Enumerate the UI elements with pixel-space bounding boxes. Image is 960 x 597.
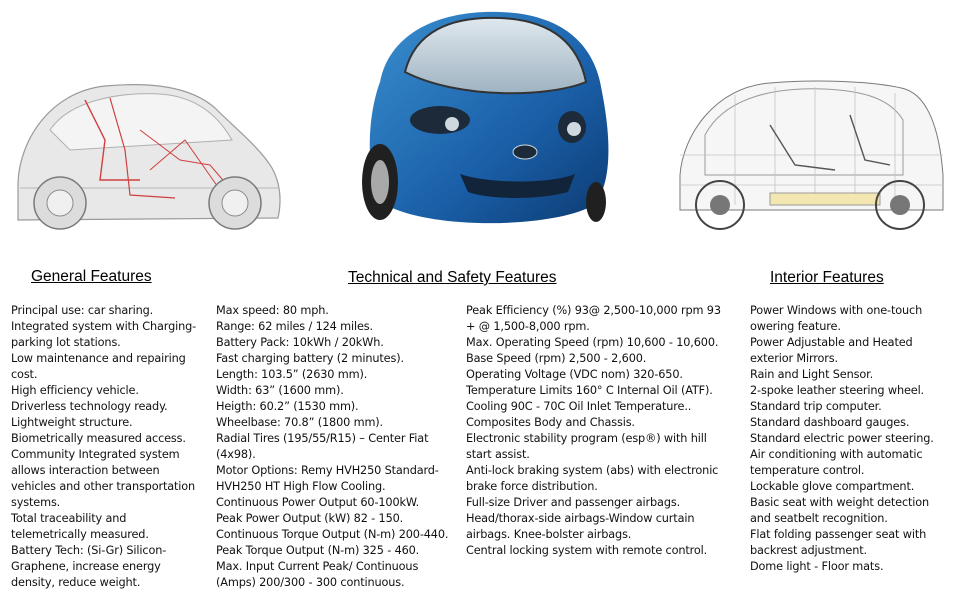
general-feature-item: Biometrically measured access. [11, 432, 186, 445]
interior-feature-item: Power Windows with one-touch owering feature. [750, 304, 923, 333]
technical-feature-item: Max speed: 80 mph. [216, 304, 329, 317]
interior-feature-item: Dome light - Floor mats. [750, 560, 884, 573]
technical-feature-item: Battery Pack: 10kWh / 20kWh. [216, 336, 384, 349]
technical-feature-item: Electronic stability program (esp®) with hill start assist. [466, 432, 707, 461]
technical-feature-item: Length: 103.5” (2630 mm). [216, 368, 368, 381]
technical-feature-item: Fast charging battery (2 minutes). [216, 352, 404, 365]
car-wireframe-image [675, 75, 950, 240]
interior-feature-item: Basic seat with weight detection and seatbelt recognition. [750, 496, 930, 525]
general-features-list [11, 303, 203, 591]
technical-feature-item: Width: 63” (1600 mm). [216, 384, 344, 397]
interior-feature-item: Standard electric power steering. [750, 432, 934, 445]
interior-feature-item: Lockable glove compartment. [750, 480, 915, 493]
technical-feature-item: Head/thorax-side airbags-Window curtain airbags. Knee-bolster airbags. [466, 512, 695, 541]
interior-features-heading: Interior Features [770, 269, 884, 286]
technical-feature-item: Max. Operating Speed (rpm) 10,600 - 10,600. [466, 336, 719, 349]
technical-feature-item: Cooling 90C - 70C Oil Inlet Temperature.. [466, 400, 692, 413]
technical-feature-item: Composites Body and Chassis. [466, 416, 635, 429]
technical-feature-item: Max. Input Current Peak/ Continuous (Amps) 200/300 - 300 continuous. [216, 560, 419, 589]
general-feature-item: Battery Tech: (Si-Gr) Silicon-Graphene, increase energy density, reduce weight. [11, 544, 167, 589]
technical-feature-item: Base Speed (rpm) 2,500 - 2,600. [466, 352, 647, 365]
technical-features-list-2 [466, 303, 728, 559]
technical-feature-item: Central locking system with remote control. [466, 544, 708, 557]
technical-feature-item: Continuous Power Output 60-100kW. [216, 496, 420, 509]
general-feature-item: Total traceability and telemetrically measured. [11, 512, 149, 541]
technical-feature-item: Wheelbase: 70.8” (1800 mm). [216, 416, 383, 429]
interior-features-list [750, 303, 950, 575]
technical-feature-item: Continuous Torque Output (N-m) 200-440. [216, 528, 449, 541]
general-feature-item: Integrated system with Charging-parking lot stations. [11, 320, 197, 349]
technical-safety-features-heading: Technical and Safety Features [348, 269, 557, 286]
car-side-clay-image [10, 70, 285, 245]
interior-feature-item: Flat folding passenger seat with backrest adjustment. [750, 528, 927, 557]
interior-feature-item: Standard dashboard gauges. [750, 416, 910, 429]
general-feature-item: Low maintenance and repairing cost. [11, 352, 186, 381]
technical-feature-item: Temperature Limits 160° C Internal Oil (ATF). [466, 384, 713, 397]
interior-feature-item: 2-spoke leather steering wheel. [750, 384, 924, 397]
general-feature-item: High efficiency vehicle. [11, 384, 139, 397]
general-features-heading: General Features [31, 268, 152, 285]
technical-feature-item: Peak Power Output (kW) 82 - 150. [216, 512, 404, 525]
technical-feature-item: Radial Tires (195/55/R15) – Center Fiat (4x98). [216, 432, 429, 461]
technical-feature-item: Motor Options: Remy HVH250 Standard-HVH250 HT High Flow Cooling. [216, 464, 439, 493]
general-feature-item: Lightweight structure. [11, 416, 133, 429]
technical-feature-item: Anti-lock braking system (abs) with electronic brake force distribution. [466, 464, 719, 493]
technical-feature-item: Range: 62 miles / 124 miles. [216, 320, 373, 333]
technical-features-list-1 [216, 303, 456, 591]
interior-feature-item: Standard trip computer. [750, 400, 882, 413]
blue-car-front-image [350, 2, 620, 242]
interior-feature-item: Rain and Light Sensor. [750, 368, 874, 381]
technical-feature-item: Peak Torque Output (N-m) 325 - 460. [216, 544, 420, 557]
general-feature-item: Community Integrated system allows interaction between vehicles and other transportation systems. [11, 448, 196, 509]
technical-feature-item: Peak Efficiency (%) 93@ 2,500-10,000 rpm 93 + @ 1,500-8,000 rpm. [466, 304, 721, 333]
technical-feature-item: Heigth: 60.2” (1530 mm). [216, 400, 359, 413]
interior-feature-item: Power Adjustable and Heated exterior Mirrors. [750, 336, 913, 365]
technical-feature-item: Operating Voltage (VDC nom) 320-650. [466, 368, 683, 381]
technical-feature-item: Full-size Driver and passenger airbags. [466, 496, 681, 509]
interior-feature-item: Air conditioning with automatic temperature control. [750, 448, 923, 477]
general-feature-item: Driverless technology ready. [11, 400, 168, 413]
general-feature-item: Principal use: car sharing. [11, 304, 154, 317]
